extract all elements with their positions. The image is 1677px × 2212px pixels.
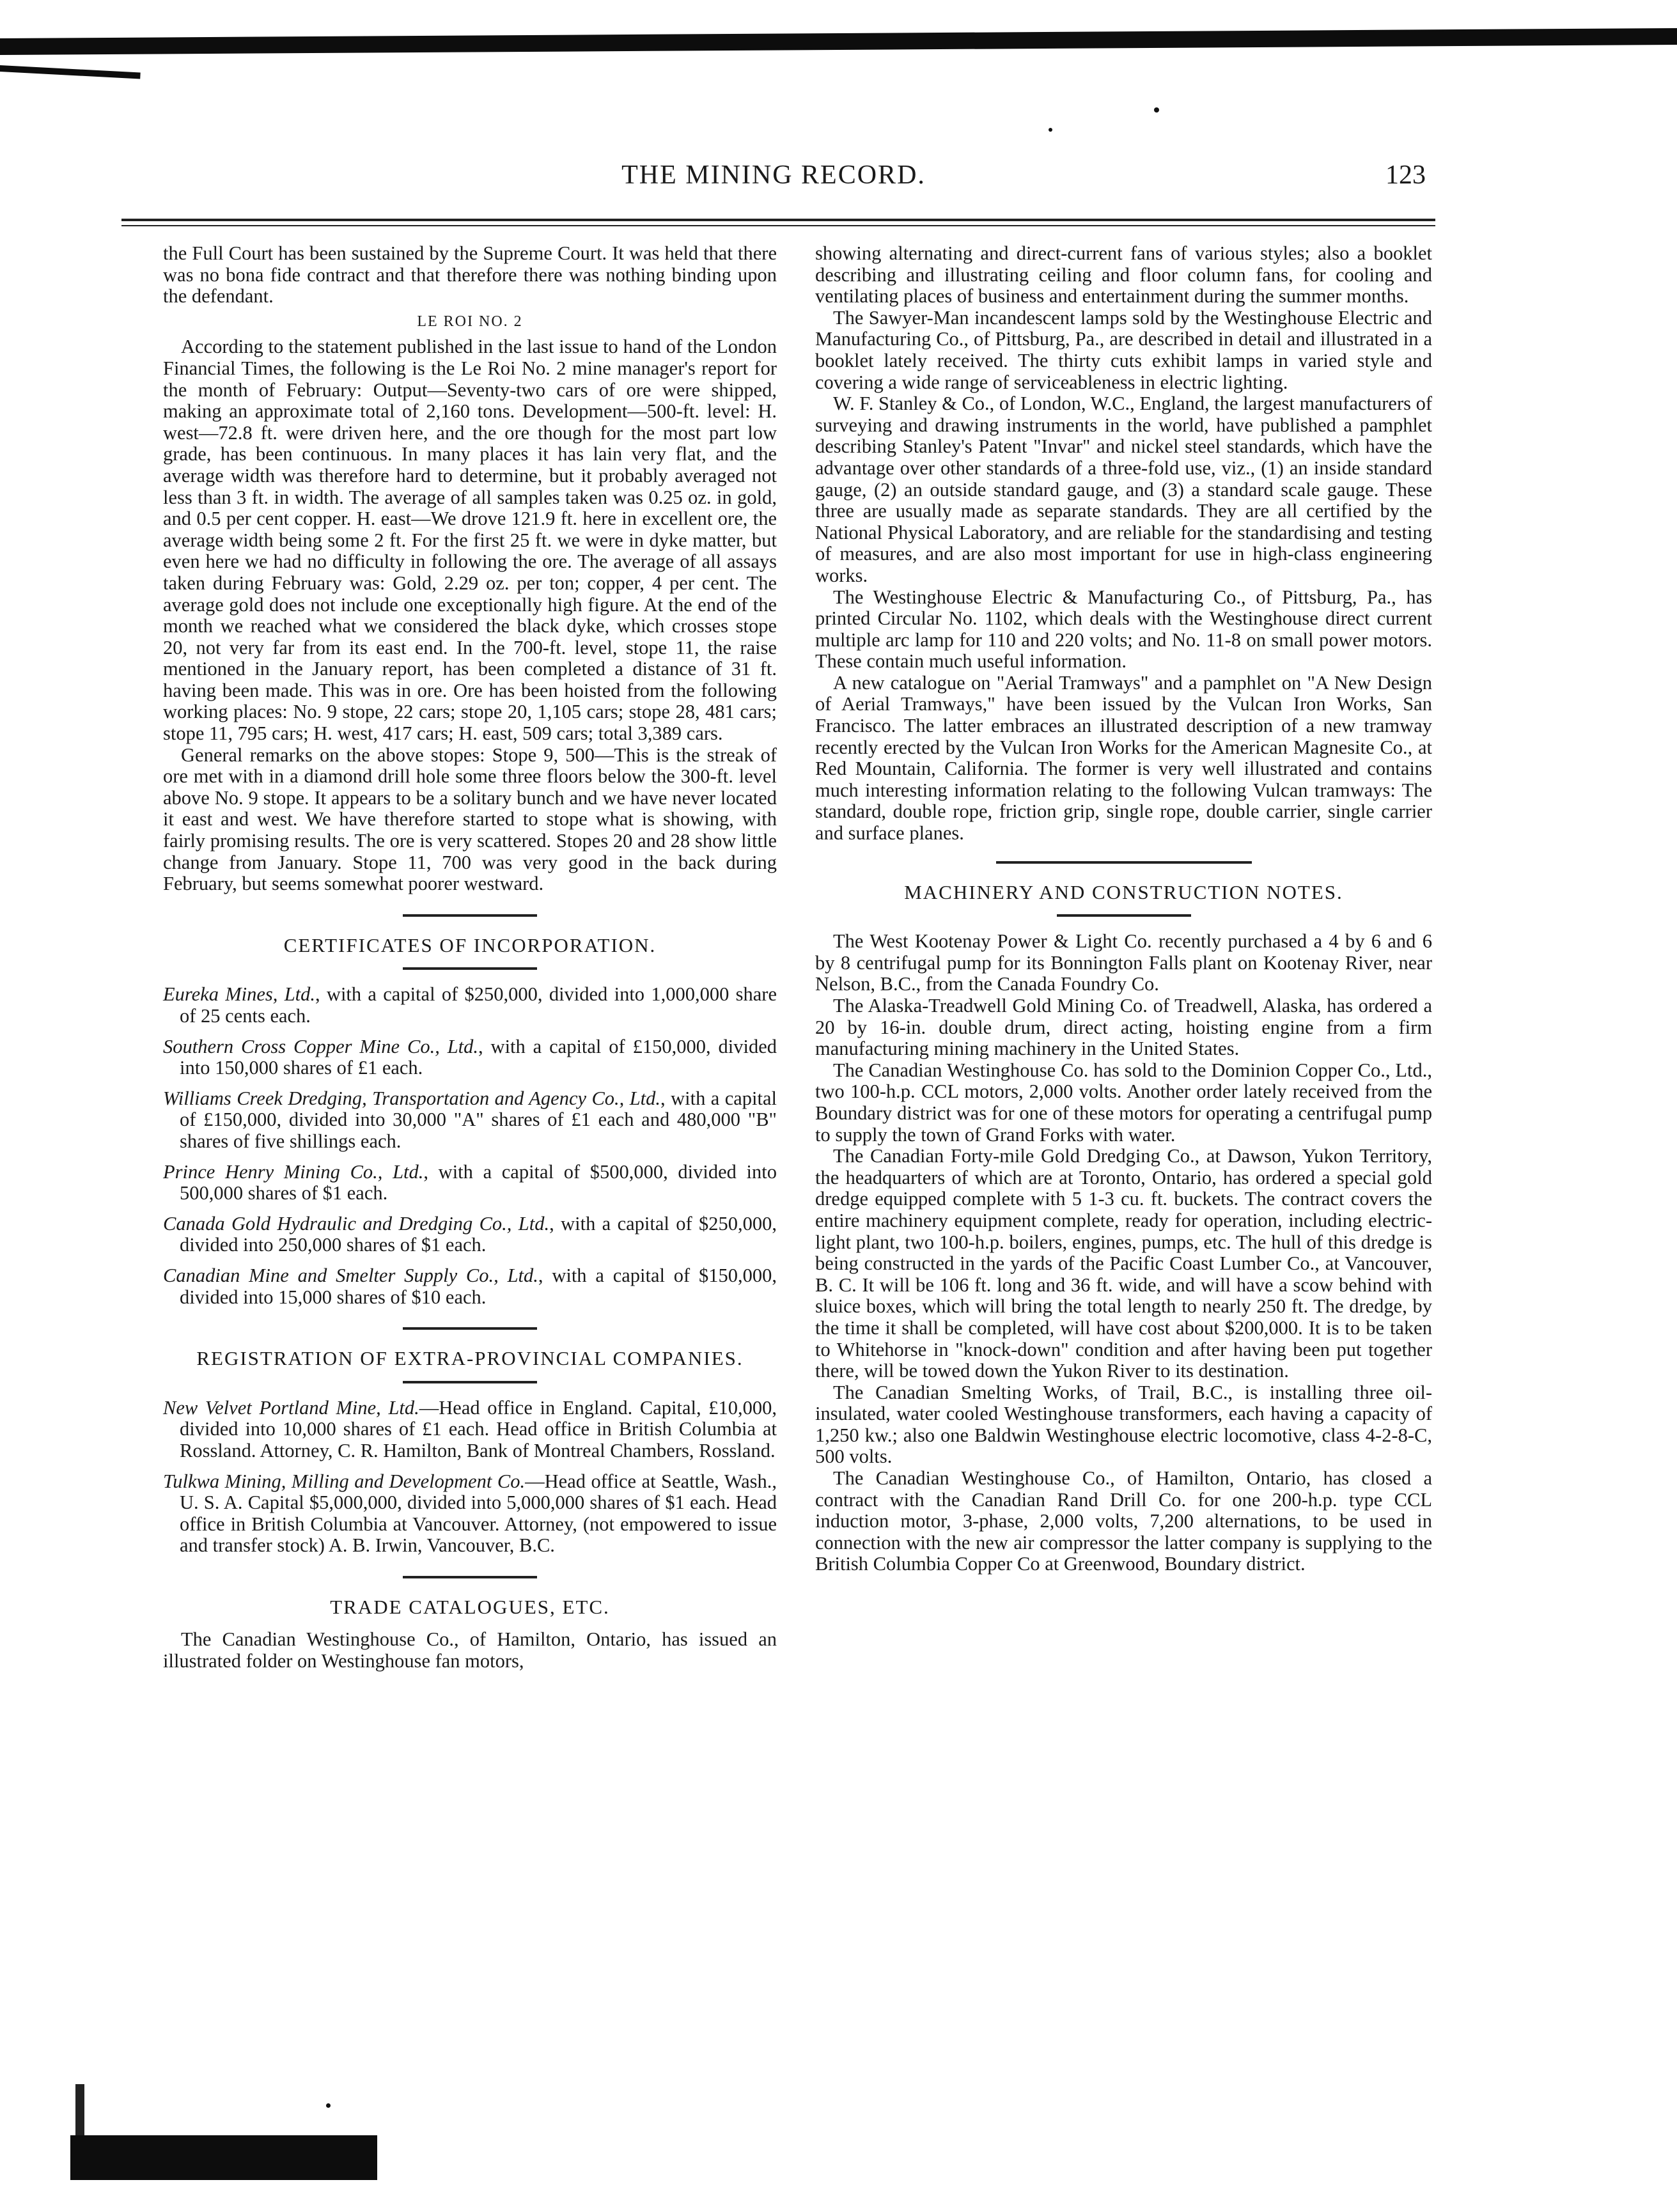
running-title: THE MINING RECORD. <box>621 160 926 190</box>
certificate-entry: Prince Henry Mining Co., Ltd., with a capital of $500,000, divided into 500,000 shares of $1 each. <box>163 1160 777 1204</box>
section-rule <box>1057 914 1191 917</box>
registration-entry: New Velvet Portland Mine, Ltd.—Head office in England. Capital, £10,000, divided into 10,000 shares of £1 each. Head office in British Columbia at Rossland. Attorney, C. R. Hamilton, Bank of Montreal Chambers, Rossland. <box>163 1396 777 1461</box>
westinghouse-circular-paragraph: The Westinghouse Electric & Manufacturing Co., of Pittsburg, Pa., has printed Circular No. 1102, which deals with the Westinghouse direct current multiple arc lamp for 110 and 220 volts; and No. 11-8 on small power motors. These contain much useful information. <box>815 586 1432 673</box>
section-rule <box>403 914 537 917</box>
page-bottom-edge-shadow <box>70 2135 377 2180</box>
machinery-note: The Canadian Forty-mile Gold Dredging Co., at Dawson, Yukon Territory, the headquarters of which are at Toronto, Ontario, has ordered a special gold dredge equipped complete with 5 1-3 cu. ft. buckets. The contract covers the entire machinery equipment complete, ready for operation, including electric-light plant, two 100-h.p. boilers, engines, pumps, etc. The hull of this dredge is being constructed in the yards of the Pacific Coast Lumber Co., at Vancouver, B. C. It will be 106 ft. long and 36 ft. wide, and will have a scow behind with sluice boxes, which will bring the total length to nearly 250 ft. The dredge, by the time it shall be completed, will have cost about $200,000. It is to be taken to Whitehorse in "knock-down" condition and after having been put together there, will be towed down the Yukon River to its destination. <box>815 1145 1432 1382</box>
certificate-entry: Canada Gold Hydraulic and Dredging Co., Ltd., with a capital of $250,000, divided into 250,000 shares of $1 each. <box>163 1212 777 1256</box>
registration-heading: REGISTRATION OF EXTRA-PROVINCIAL COMPANIES. <box>196 1347 744 1370</box>
left-column <box>163 243 777 1672</box>
section-rule <box>996 861 1252 864</box>
right-column <box>815 243 1432 1575</box>
scan-speck <box>1049 128 1052 132</box>
certificate-entry: Canadian Mine and Smelter Supply Co., Ltd., with a capital of $150,000, divided into 15,000 shares of $10 each. <box>163 1264 777 1308</box>
machinery-note: The Canadian Westinghouse Co. has sold to the Dominion Copper Co., Ltd., two 100-h.p. CCL motors, 2,000 volts. Another order lately received from the Boundary district was for one of these motors for operating a centrifugal pump to supply the town of Grand Forks with water. <box>815 1059 1432 1146</box>
le-roi-remarks-paragraph: General remarks on the above stopes: Stope 9, 500—This is the streak of ore met with in a diamond drill hole some three floors below the 300-ft. level above No. 9 stope. It appears to be a solitary bunch and we have never located it east and west. We have therefore started to stope what is showing, with fairly promising results. The ore is very scattered. Stopes 20 and 28 show little change from January. Stope 11, 700 was very good in the back during February, but seems somewhat poorer westward. <box>163 744 777 895</box>
page-number: 123 <box>1385 160 1426 190</box>
machinery-note: The Canadian Smelting Works, of Trail, B.C., is installing three oil-insulated, water cooled Westinghouse transformers, each having a capacity of 1,250 kw.; also one Baldwin Westinghouse electric locomotive, class 4-2-8-C, 500 volts. <box>815 1381 1432 1468</box>
trade-catalogues-heading: TRADE CATALOGUES, ETC. <box>330 1595 610 1618</box>
page-header <box>121 160 1426 198</box>
scan-speck <box>326 2103 331 2108</box>
machinery-note: The Alaska-Treadwell Gold Mining Co. of Treadwell, Alaska, has ordered a 20 by 16-in. double drum, direct acting, hoisting engine from a firm manufacturing mining machinery in the United States. <box>815 995 1432 1060</box>
trade-catalogue-paragraph: The Canadian Westinghouse Co., of Hamilton, Ontario, has issued an illustrated folder on Westinghouse fan motors, <box>163 1628 777 1672</box>
certificate-entry: Southern Cross Copper Mine Co., Ltd., with a capital of £150,000, divided into 150,000 shares of £1 each. <box>163 1035 777 1079</box>
continuation-paragraph: showing alternating and direct-current fans of various styles; also a booklet describing and illustrating ceiling and floor column fans, for cooling and ventilating places of business and entertainment during the summer months. <box>815 242 1432 308</box>
page-top-edge-shadow <box>0 28 1677 55</box>
continuation-paragraph: the Full Court has been sustained by the Supreme Court. It was held that there was no bona fide contract and that therefore there was nothing binding upon the defendant. <box>163 242 777 308</box>
header-rule-thin <box>121 225 1435 226</box>
certificate-entry: Eureka Mines, Ltd., with a capital of $250,000, divided into 1,000,000 share of 25 cents each. <box>163 983 777 1027</box>
le-roi-subheading: LE ROI NO. 2 <box>417 313 523 330</box>
registration-entry: Tulkwa Mining, Milling and Development Co.—Head office at Seattle, Wash., U. S. A. Capital $5,000,000, divided into 5,000,000 shares of $1 each. Head office in British Columbia at Vancouver. Attorney, (not empowered to issue and transfer stock) A. B. Irwin, Vancouver, B.C. <box>163 1470 777 1557</box>
aerial-tramways-paragraph: A new catalogue on "Aerial Tramways" and a pamphlet on "A New Design of Aerial Tramways," have been issued by the Vulcan Iron Works, San Francisco. The latter embraces an illustrated description of a new tramway recently erected by the Vulcan Iron Works for the American Magnesite Co., at Red Mountain, California. The former is very well illustrated and contains much interesting information relating to the following Vulcan tramways: The standard, double rope, friction grip, single rope, double carrier, single carrier and surface planes. <box>815 671 1432 845</box>
section-rule <box>403 1381 537 1383</box>
machinery-note: The West Kootenay Power & Light Co. recently purchased a 4 by 6 and 6 by 8 centrifugal pump for its Bonnington Falls plant on Kootenay River, near Nelson, B.C., from the Canada Foundry Co. <box>815 930 1432 995</box>
le-roi-report-paragraph: According to the statement published in the last issue to hand of the London Financial Times, the following is the Le Roi No. 2 mine manager's report for the month of February: Output—Seventy-two cars of ore were shipped, making an approximate total of 2,160 tons. Development—500-ft. level: H. west—72.8 ft. were driven here, and the ore though for the most part low grade, has been continuous. In many places it has lain very flat, and the average width was therefore hard to determine, but it probably averaged not less than 3 ft. in width. The average of all samples taken was 0.25 oz. in gold, and 0.5 per cent copper. H. east—We drove 121.9 ft. here in excellent ore, the average width being some 2 ft. For the first 25 ft. we were in dyke matter, but even here we had no difficulty in following the ore. The average of all assays taken during February was: Gold, 2.29 oz. per ton; copper, 4 per cent. The average gold does not include one exceptionally high figure. At the end of the month we reached what we considered the black dyke, which crosses stope 20, not very far from its east end. In the 700-ft. level, stope 11, the raise mentioned in the January report, has been completed a distance of 31 ft. having been made. This was in ore. Ore has been hoisted from the following working places: No. 9 stope, 22 cars; stope 20, 1,105 cars; stope 28, 481 cars; stope 11, 795 cars; H. west, 417 cars; H. east, 509 cars; total 3,389 cars. <box>163 336 777 745</box>
stanley-paragraph: W. F. Stanley & Co., of London, W.C., England, the largest manufacturers of surveying and drawing instruments in the world, have published a pamphlet describing Stanley's Patent "Invar" and nickel steel standards, which have the advantage over other standards of a three-fold use, viz., (1) an inside standard gauge, (2) an outside standard gauge, and (3) a standard scale gauge. These three are usually made as separate standards. They are all certified by the National Physical Laboratory, and are reliable for the standardising and testing of measures, and are also most important for use in high-class engineering works. <box>815 393 1432 586</box>
page-top-corner-shadow <box>0 65 141 79</box>
machinery-note: The Canadian Westinghouse Co., of Hamilton, Ontario, has closed a contract with the Canadian Rand Drill Co. for one 200-h.p. type CCL induction motor, 3-phase, 2,000 volts, 7,200 alternations, to be used in connection with the new air compressor the latter company is supplying to the British Columbia Copper Co at Greenwood, Boundary district. <box>815 1467 1432 1575</box>
header-rule-thick <box>121 219 1435 221</box>
section-rule <box>403 1576 537 1578</box>
certificate-entry: Williams Creek Dredging, Transportation and Agency Co., Ltd., with a capital of £150,000, divided into 30,000 "A" shares of £1 each and 480,000 "B" shares of five shillings each. <box>163 1087 777 1152</box>
machinery-heading: MACHINERY AND CONSTRUCTION NOTES. <box>904 880 1343 903</box>
section-rule <box>403 1327 537 1330</box>
sawyer-man-paragraph: The Sawyer-Man incandescent lamps sold by the Westinghouse Electric and Manufacturing Co., of Pittsburg, Pa., are described in detail and illustrated in a booklet lately received. The thirty cuts exhibit lamps in varied style and covering a wide range of serviceableness in electric lighting. <box>815 306 1432 393</box>
scan-speck <box>1154 107 1159 113</box>
certificates-heading: CERTIFICATES OF INCORPORATION. <box>283 933 657 956</box>
section-rule <box>403 967 537 970</box>
